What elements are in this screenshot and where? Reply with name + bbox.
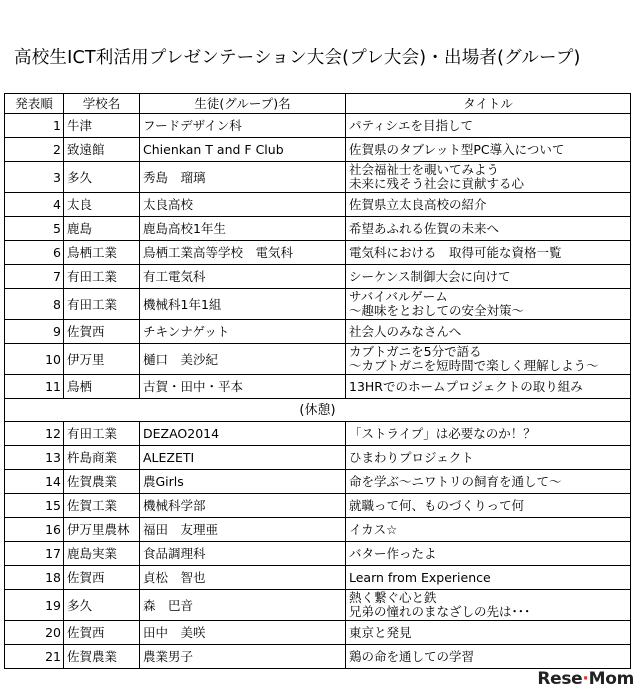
- student-cell: DEZAO2014: [140, 422, 346, 446]
- table-row: [5, 138, 631, 162]
- table-row: [5, 621, 631, 645]
- topic-cell: [346, 422, 631, 446]
- school-cell: 有田工業: [64, 265, 140, 289]
- order-cell: 18: [5, 566, 64, 590]
- school-cell: 佐賀農業: [64, 645, 140, 669]
- order-cell: 11: [5, 375, 64, 399]
- school-cell: 多久: [64, 162, 140, 193]
- topic-cell: [346, 375, 631, 399]
- school-cell: 鹿島: [64, 217, 140, 241]
- table-row: [5, 289, 631, 320]
- table-row: [5, 590, 631, 621]
- student-cell: 古賀・田中・平本: [140, 375, 346, 399]
- topic-cell: [346, 320, 631, 344]
- resemom-logo: Rese·Mom: [537, 669, 634, 689]
- student-cell: 樋口 美沙紀: [140, 344, 346, 375]
- student-cell: 福田 友理亜: [140, 518, 346, 542]
- topic-line: サバイバルゲーム: [349, 289, 448, 304]
- topic-line: 就職って何、ものづくりって何: [349, 497, 525, 513]
- table-row: [5, 494, 631, 518]
- order-cell: 12: [5, 422, 64, 446]
- table-row: [5, 542, 631, 566]
- topic-line: 希望あふれる佐賀の未来へ: [349, 220, 500, 236]
- order-cell: 16: [5, 518, 64, 542]
- topic-cell: [346, 494, 631, 518]
- order-cell: 21: [5, 645, 64, 669]
- student-cell: ALEZETI: [140, 446, 346, 470]
- order-cell: 4: [5, 193, 64, 217]
- break-row: [5, 399, 631, 422]
- table-row: [5, 518, 631, 542]
- school-cell: 佐賀工業: [64, 494, 140, 518]
- order-cell: 10: [5, 344, 64, 375]
- table-body-first: [5, 114, 631, 399]
- order-cell: 8: [5, 289, 64, 320]
- table-row: [5, 566, 631, 590]
- topic-line: バター作ったよ: [349, 545, 437, 561]
- student-cell: チキンナゲット: [140, 320, 346, 344]
- topic-cell: [346, 265, 631, 289]
- order-cell: 9: [5, 320, 64, 344]
- order-cell: 3: [5, 162, 64, 193]
- topic-line: シーケンス制御大会に向けて: [349, 268, 511, 284]
- school-cell: 鳥栖: [64, 375, 140, 399]
- table-row: [5, 241, 631, 265]
- student-cell: フードデザイン科: [140, 114, 346, 138]
- student-cell: 有工電気科: [140, 265, 346, 289]
- student-cell: 秀島 瑠璃: [140, 162, 346, 193]
- topic-cell: [346, 470, 631, 494]
- school-cell: 太良: [64, 193, 140, 217]
- table-row: [5, 446, 631, 470]
- topic-line: 鶏の命を通しての学習: [349, 648, 475, 664]
- student-cell: 鹿島高校1年生: [140, 217, 346, 241]
- school-cell: 佐賀西: [64, 566, 140, 590]
- topic-line: 「ストライプ」は必要なのか！？: [349, 425, 536, 441]
- school-cell: 鹿島実業: [64, 542, 140, 566]
- order-cell: 20: [5, 621, 64, 645]
- order-cell: 2: [5, 138, 64, 162]
- order-cell: 19: [5, 590, 64, 621]
- table-row: [5, 320, 631, 344]
- topic-line: カブトガニを5分で語る: [349, 344, 482, 359]
- topic-line: 命を学ぶ～ニワトリの飼育を通して～: [349, 473, 562, 489]
- student-cell: 機械科1年1組: [140, 289, 346, 320]
- student-cell: 農業男子: [140, 645, 346, 669]
- table-row: [5, 375, 631, 399]
- school-cell: 致遠館: [64, 138, 140, 162]
- topic-cell: [346, 645, 631, 669]
- topic-line: 佐賀県のタブレット型PC導入について: [349, 141, 565, 157]
- break-label: (休憩): [5, 399, 631, 422]
- topic-line: 東京と発見: [349, 624, 412, 640]
- header-topic: タイトル: [346, 94, 631, 114]
- school-cell: 有田工業: [64, 422, 140, 446]
- table-row: [5, 217, 631, 241]
- student-cell: 田中 美咲: [140, 621, 346, 645]
- order-cell: 5: [5, 217, 64, 241]
- school-cell: 牛津: [64, 114, 140, 138]
- topic-line: パティシエを目指して: [349, 117, 474, 133]
- student-cell: 森 巴音: [140, 590, 346, 621]
- topic-line: ～カブトガニを短時間で楽しく理解しよう～: [349, 358, 599, 373]
- topic-line: 電気科における 取得可能な資格一覧: [349, 244, 562, 260]
- table-body-second: [5, 422, 631, 669]
- order-cell: 6: [5, 241, 64, 265]
- order-cell: 15: [5, 494, 64, 518]
- topic-cell: [346, 138, 631, 162]
- topic-cell: [346, 344, 631, 375]
- header-student: 生徒(グループ)名: [140, 94, 346, 114]
- student-cell: 鳥栖工業高等学校 電気科: [140, 241, 346, 265]
- topic-cell: [346, 193, 631, 217]
- order-cell: 14: [5, 470, 64, 494]
- topic-cell: [346, 241, 631, 265]
- student-cell: Chienkan T and F Club: [140, 138, 346, 162]
- table-row: [5, 422, 631, 446]
- student-cell: 太良高校: [140, 193, 346, 217]
- school-cell: 有田工業: [64, 289, 140, 320]
- school-cell: 佐賀農業: [64, 470, 140, 494]
- school-cell: 伊万里: [64, 344, 140, 375]
- topic-line: ひまわりプロジェクト: [349, 449, 474, 465]
- student-cell: 機械科学部: [140, 494, 346, 518]
- topic-cell: [346, 518, 631, 542]
- school-cell: 多久: [64, 590, 140, 621]
- topic-cell: [346, 542, 631, 566]
- topic-line: 佐賀県立太良高校の紹介: [349, 196, 487, 212]
- topic-line: 兄弟の憧れのまなざしの先は･･･: [349, 604, 531, 619]
- topic-cell: [346, 566, 631, 590]
- table-row: [5, 344, 631, 375]
- table-row: [5, 645, 631, 669]
- school-cell: 杵島商業: [64, 446, 140, 470]
- table-row: [5, 114, 631, 138]
- student-cell: 食品調理科: [140, 542, 346, 566]
- student-cell: 農Girls: [140, 470, 346, 494]
- order-cell: 13: [5, 446, 64, 470]
- topic-cell: [346, 217, 631, 241]
- page-title: 高校生ICT利活用プレゼンテーション大会(プレ大会)・出場者(グループ): [14, 48, 581, 68]
- school-cell: 佐賀西: [64, 320, 140, 344]
- school-cell: 佐賀西: [64, 621, 140, 645]
- header-school: 学校名: [64, 94, 140, 114]
- topic-cell: [346, 621, 631, 645]
- table-row: [5, 162, 631, 193]
- table-row: [5, 193, 631, 217]
- topic-cell: [346, 446, 631, 470]
- table-row: [5, 470, 631, 494]
- school-cell: 鳥栖工業: [64, 241, 140, 265]
- participants-table: [4, 93, 631, 669]
- topic-line: 未来に残そう社会に貢献する心: [349, 176, 525, 191]
- topic-line: 社会人のみなさんへ: [349, 323, 462, 339]
- order-cell: 7: [5, 265, 64, 289]
- topic-cell: [346, 590, 631, 621]
- topic-cell: [346, 289, 631, 320]
- topic-line: ～趣味をとおしての安全対策～: [349, 303, 525, 318]
- table-row: [5, 265, 631, 289]
- topic-line: 熱く繋ぐ心と鉄: [349, 590, 437, 605]
- header-order: 発表順: [5, 94, 64, 114]
- topic-line: Learn from Experience: [349, 569, 491, 585]
- topic-line: 社会福祉士を覗いてみよう: [349, 162, 500, 177]
- topic-line: イカス☆: [349, 521, 398, 537]
- topic-line: 13HRでのホームプロジェクトの取り組み: [349, 378, 583, 394]
- table-header-row: [5, 94, 631, 114]
- school-cell: 伊万里農林: [64, 518, 140, 542]
- order-cell: 1: [5, 114, 64, 138]
- topic-cell: [346, 162, 631, 193]
- order-cell: 17: [5, 542, 64, 566]
- topic-cell: [346, 114, 631, 138]
- student-cell: 貞松 智也: [140, 566, 346, 590]
